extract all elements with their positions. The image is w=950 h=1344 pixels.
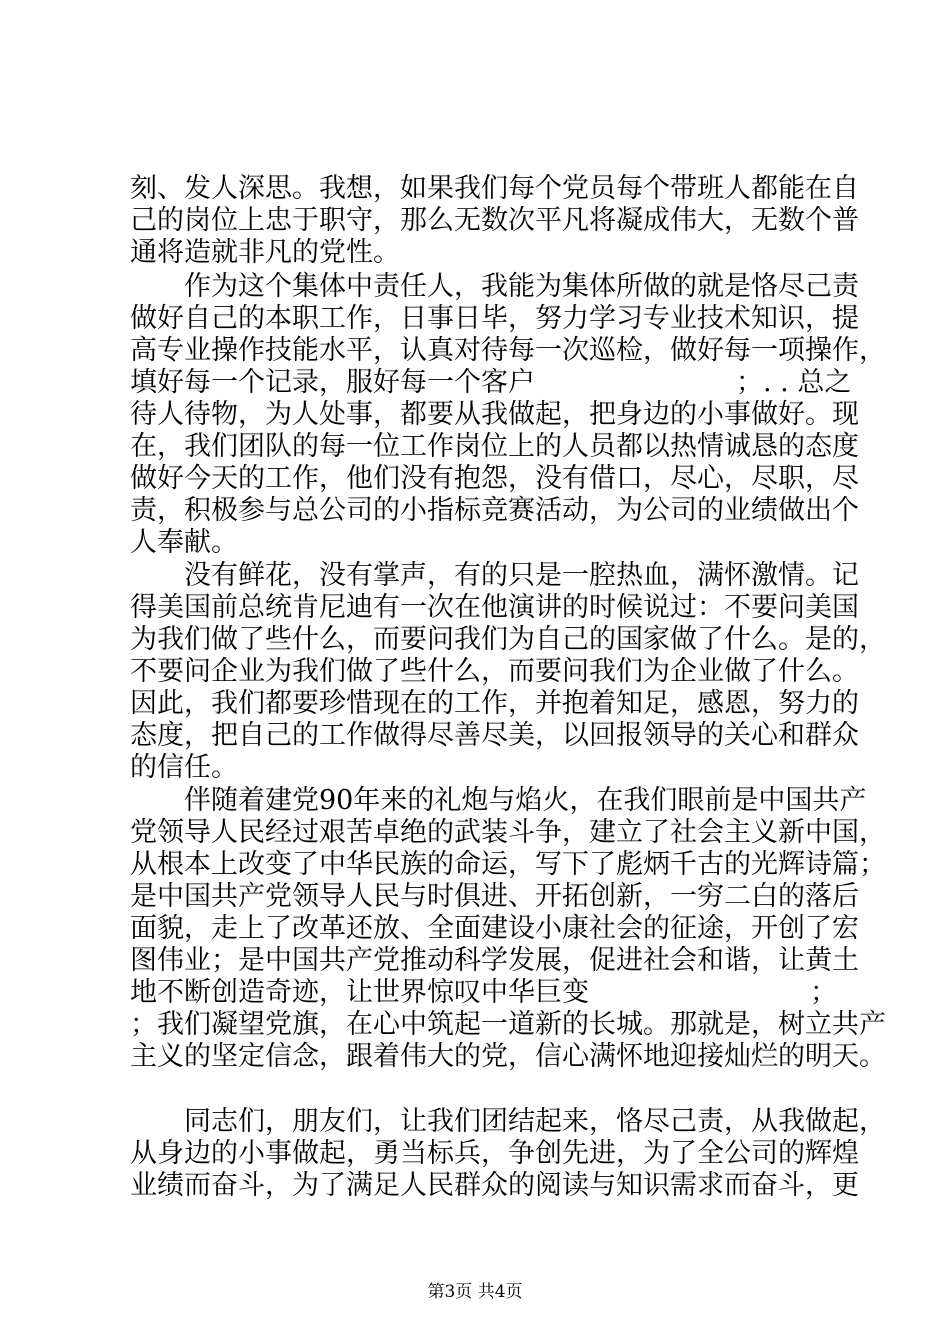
paragraph-line: 通将造就非凡的党性。 xyxy=(130,237,400,268)
paragraph-line: ；我们凝望党旗，在心中筑起一道新的长城。那就是，树立共产 xyxy=(130,1009,886,1040)
paragraph-line: 做好自己的本职工作，日事日毕，努力学习专业技术知识，提 xyxy=(130,303,859,334)
paragraph-line: 党领导人民经过艰苦卓绝的武装斗争，建立了社会主义新中国， xyxy=(130,817,886,848)
paragraph-line: 业绩而奋斗，为了满足人民群众的阅读与知识需求而奋斗，更 xyxy=(130,1170,859,1201)
paragraph-line: 做好今天的工作，他们没有抱怨，没有借口，尽心，尽职，尽 xyxy=(130,463,859,494)
paragraph-line: 在，我们团队的每一位工作岗位上的人员都以热情诚恳的态度 xyxy=(130,431,859,462)
paragraph-line: 己的岗位上忠于职守，那么无数次平凡将凝成伟大，无数个普 xyxy=(130,205,859,236)
paragraph-line: 因此，我们都要珍惜现在的工作，并抱着知足，感恩，努力的 xyxy=(130,688,859,719)
paragraph-line-tail: ；. . 总之 xyxy=(736,367,852,398)
paragraph-line: 责，积极参与总公司的小指标竞赛活动，为公司的业绩做出个 xyxy=(130,495,859,526)
paragraph-line: 同志们，朋友们，让我们团结起来，恪尽己责，从我做起， xyxy=(184,1106,886,1137)
paragraph-line: 从根本上改变了中华民族的命运，写下了彪炳千古的光辉诗篇； xyxy=(130,849,886,880)
paragraph-line: 的信任。 xyxy=(130,752,238,783)
page-footer: 第3页 共4页 xyxy=(427,1282,523,1302)
paragraph-line: 面貌，走上了改革还放、全面建设小康社会的征途，开创了宏 xyxy=(130,913,859,944)
paragraph-line: 主义的坚定信念，跟着伟大的党，信心满怀地迎接灿烂的明天。 xyxy=(130,1041,886,1072)
paragraph-line: 作为这个集体中责任人，我能为集体所做的就是恪尽己责 xyxy=(184,271,859,302)
paragraph-line: 地不断创造奇迹，让世界惊叹中华巨变 xyxy=(130,977,589,1008)
paragraph-line: 待人待物，为人处事，都要从我做起，把身边的小事做好。现 xyxy=(130,399,859,430)
paragraph-line: 高专业操作技能水平，认真对待每一次巡检，做好每一项操作， xyxy=(130,335,886,366)
paragraph-line: 刻、发人深思。我想，如果我们每个党员每个带班人都能在自 xyxy=(130,173,859,204)
paragraph-line: 得美国前总统肯尼迪有一次在他演讲的时候说过：不要问美国 xyxy=(130,592,859,623)
paragraph-line: 伴随着建党90年来的礼炮与焰火，在我们眼前是中国共产 xyxy=(184,785,867,816)
paragraph-line: 为我们做了些什么，而要问我们为自己的国家做了什么。是的， xyxy=(130,624,886,655)
paragraph-line: 填好每一个记录，服好每一个客户 xyxy=(130,367,535,398)
paragraph-line: 没有鲜花，没有掌声，有的只是一腔热血，满怀激情。记 xyxy=(184,560,859,591)
paragraph-line: 不要问企业为我们做了些什么，而要问我们为企业做了什么。 xyxy=(130,656,859,687)
paragraph-line: 是中国共产党领导人民与时俱进、开拓创新，一穷二白的落后 xyxy=(130,881,859,912)
paragraph-line: 人奉献。 xyxy=(130,527,238,558)
paragraph-line-tail: ； xyxy=(810,977,837,1008)
paragraph-line: 从身边的小事做起，勇当标兵，争创先进，为了全公司的辉煌 xyxy=(130,1138,859,1169)
paragraph-line: 图伟业；是中国共产党推动科学发展，促进社会和谐，让黄土 xyxy=(130,945,859,976)
paragraph-line: 态度，把自己的工作做得尽善尽美，以回报领导的关心和群众 xyxy=(130,720,859,751)
